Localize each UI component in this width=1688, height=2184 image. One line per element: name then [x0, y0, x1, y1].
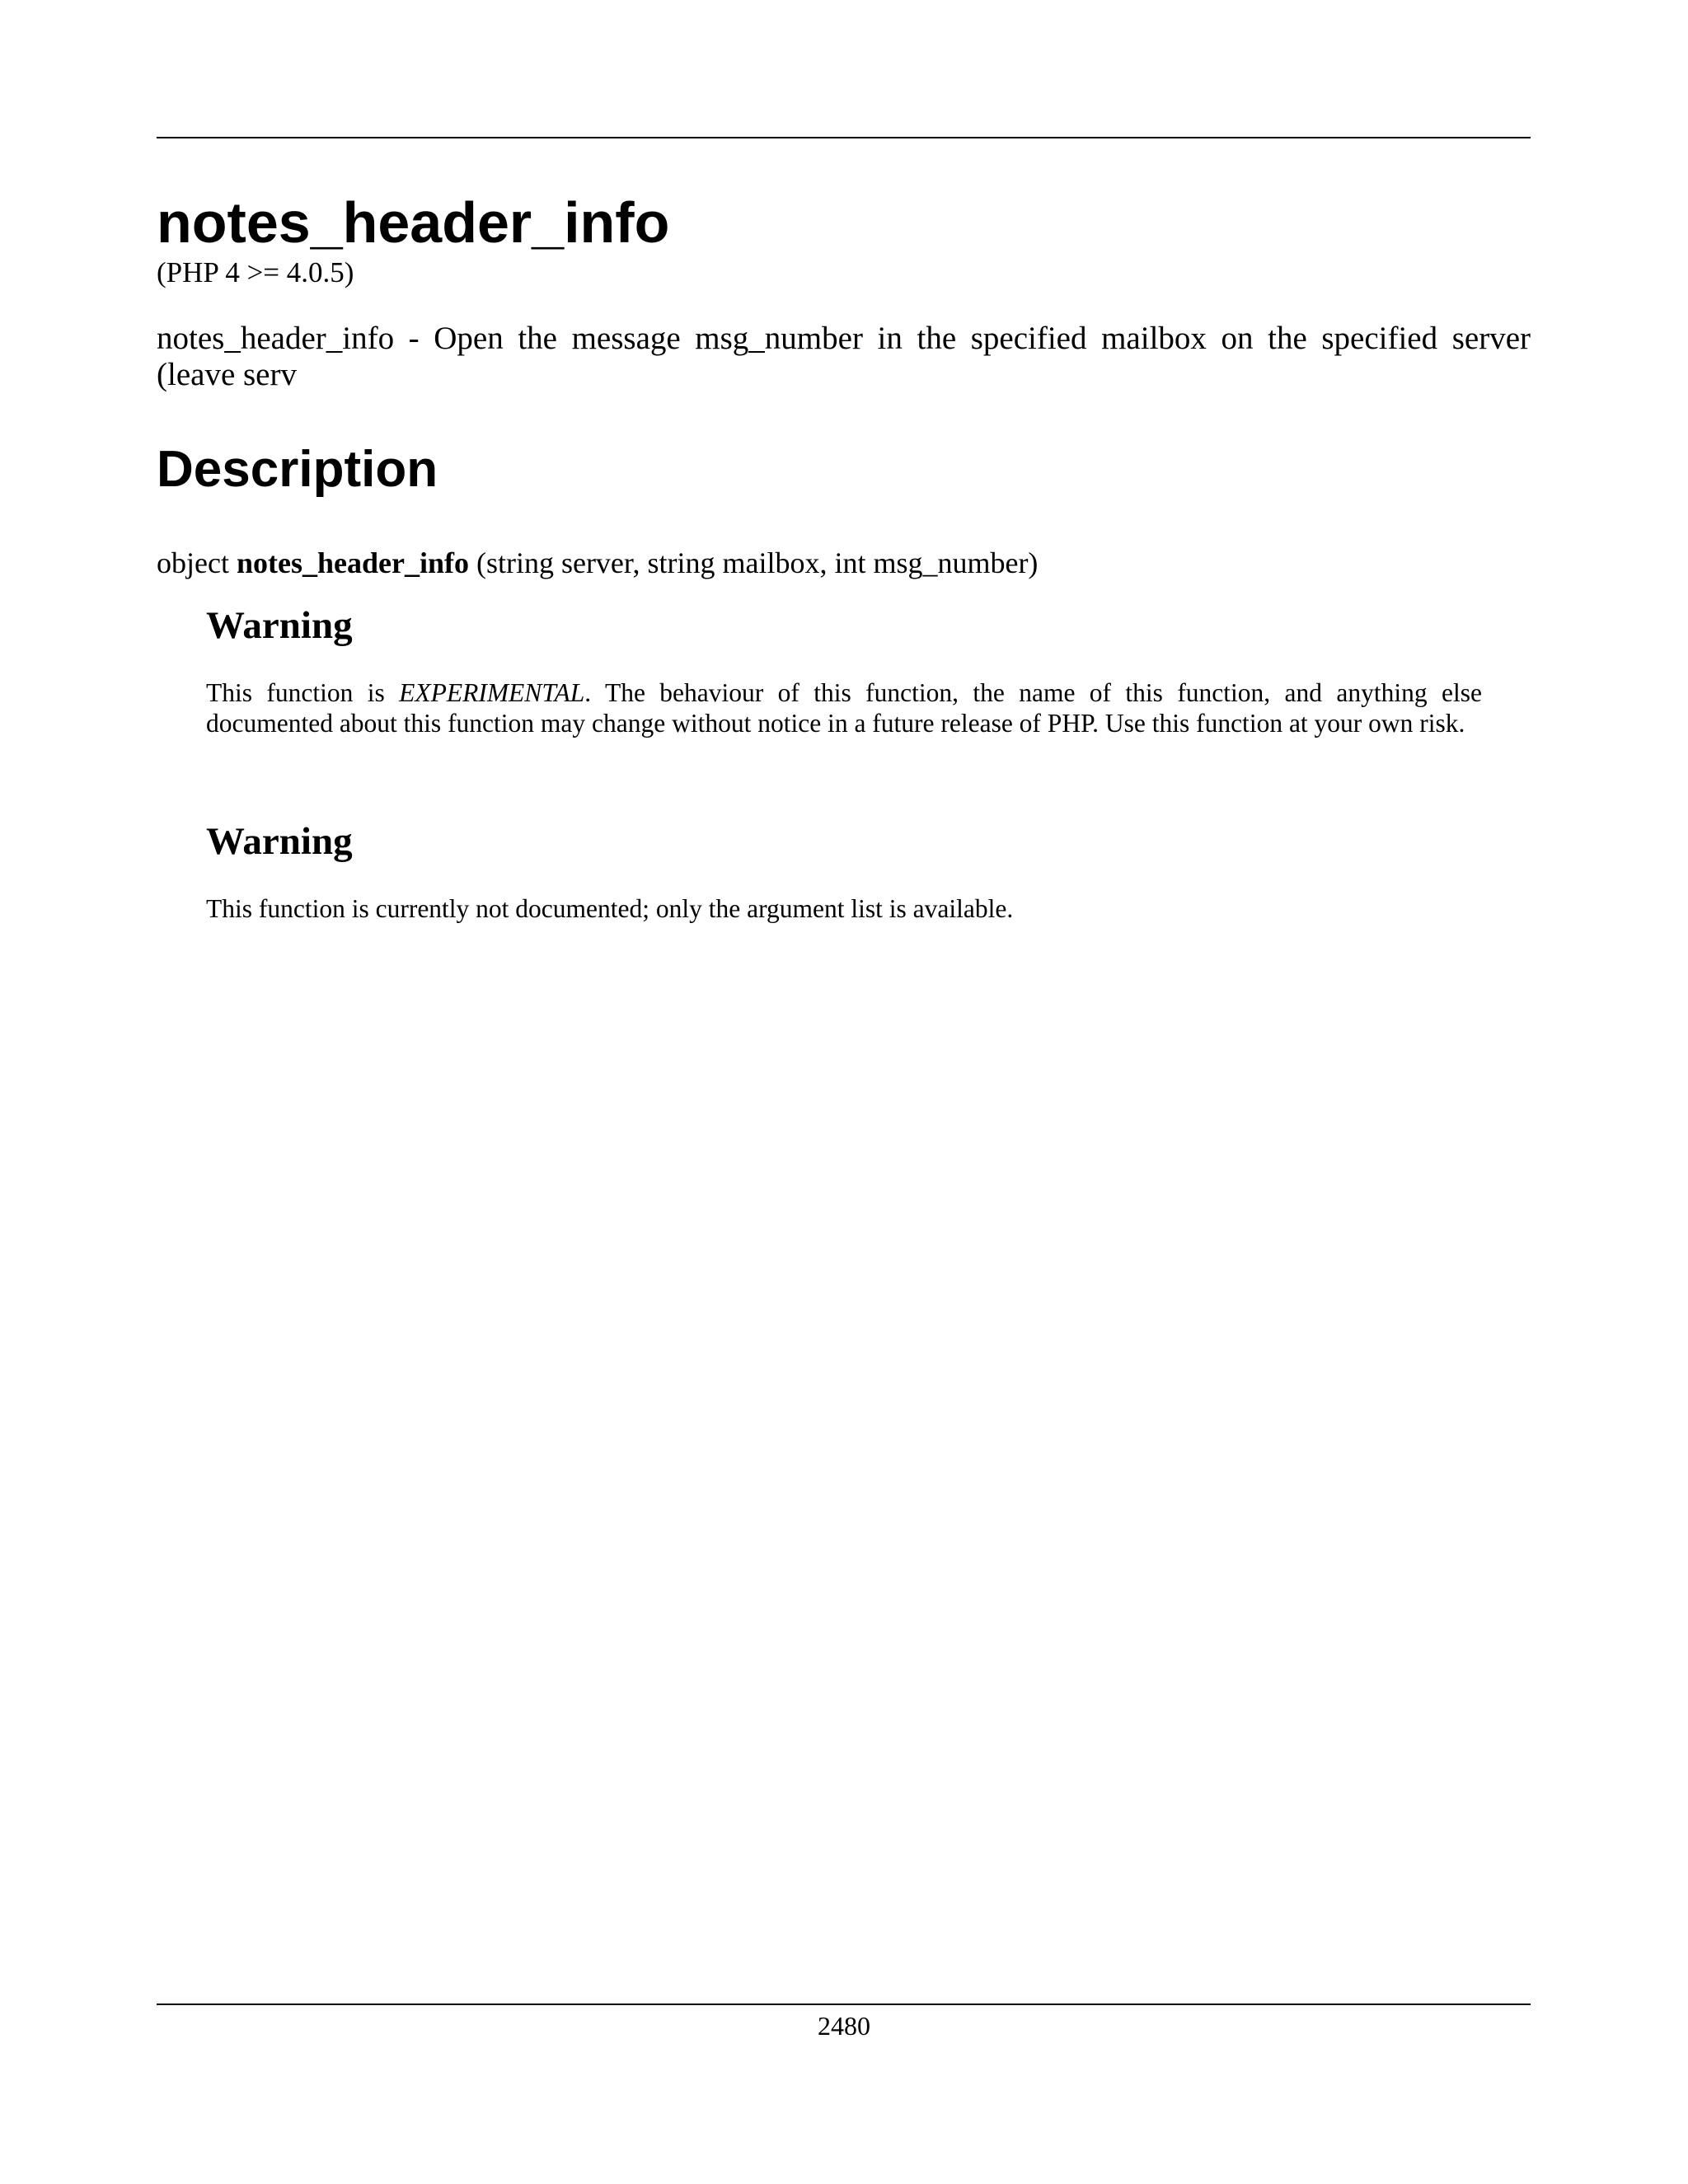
footer-rule: [157, 2004, 1531, 2005]
header-rule: [157, 137, 1531, 138]
page-number: 2480: [818, 2011, 870, 2041]
return-type: object: [157, 546, 229, 579]
warning-text-undocumented: This function is currently not documented; only the argument list is available.: [206, 894, 1014, 923]
page-title: notes_header_info: [157, 190, 670, 255]
warning-emphasis: EXPERIMENTAL: [399, 678, 585, 707]
function-synopsis: [157, 545, 1038, 581]
function-name: notes_header_info: [236, 546, 469, 579]
function-params: (string server, string mailbox, int msg_number): [476, 546, 1039, 579]
warning-text-lead: This function is: [206, 678, 400, 707]
warning-text-rest: . The behaviour of this function, the name of this function, and anything else documented about this function may change without notice in a future release of PHP. Use this function at your own risk.: [206, 678, 1482, 738]
warning-title-undocumented: Warning: [206, 820, 353, 863]
function-purpose: notes_header_info - Open the message msg_number in the specified mailbox on the specified server (leave serv: [157, 321, 1531, 392]
warning-title-experimental: Warning: [206, 604, 353, 647]
php-version: (PHP 4 >= 4.0.5): [157, 256, 354, 288]
warning-text-experimental: [206, 677, 1482, 738]
description-heading: Description: [157, 441, 438, 498]
